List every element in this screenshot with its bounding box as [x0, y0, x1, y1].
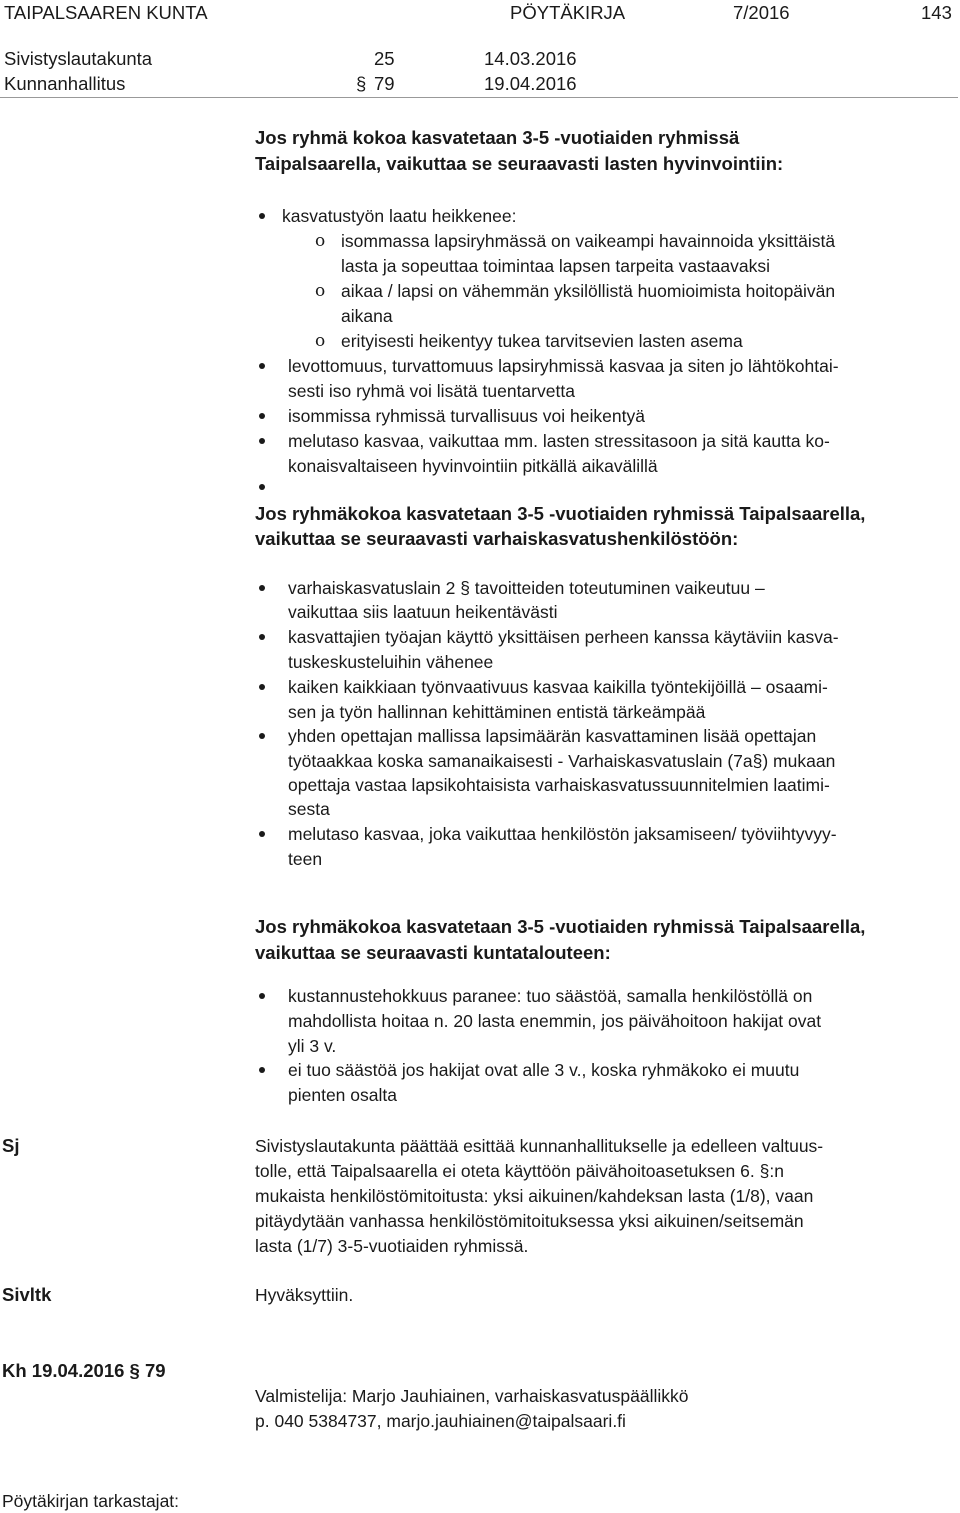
- sec2-bullet-4-line1: yhden opettajan mallissa lapsimäärän kasvattaminen lisää opettajan: [288, 726, 817, 746]
- sj-label: Sj: [2, 1135, 20, 1156]
- header-date-2: 19.04.2016: [484, 73, 577, 94]
- sj-line1: Sivistyslautakunta päättää esittää kunnanhallitukselle ja edelleen valtuus-: [255, 1136, 824, 1156]
- sec3-bullet-2-line1: ei tuo säästöä jos hakijat ovat alle 3 v., koska ryhmäkoko ei muutu: [288, 1060, 800, 1080]
- circle-bullet-icon: o: [315, 281, 326, 301]
- sivltk-decision: Hyväksyttiin.: [255, 1285, 354, 1305]
- bullet-icon: [259, 363, 265, 369]
- sec2-bullet-3-line1: kaiken kaikkiaan työnvaativuus kasvaa kaikilla työntekijöillä – osaami-: [288, 677, 828, 697]
- header-body-1: Sivistyslautakunta: [4, 48, 153, 69]
- sec1-bullet-4-line2: konaisvaltaiseen hyvinvointiin pitkällä aikavälillä: [288, 456, 658, 476]
- bullet-icon: [259, 634, 265, 640]
- sec2-bullet-1-line1: varhaiskasvatuslain 2 § tavoitteiden toteutuminen vaikeutuu –: [288, 578, 765, 598]
- circle-bullet-icon: o: [315, 331, 326, 351]
- sec3-bullet-1-line1: kustannustehokkuus paranee: tuo säästöä, samalla henkilöstöllä on: [288, 986, 813, 1006]
- bullet-icon: [259, 733, 265, 739]
- bullet-icon: [259, 684, 265, 690]
- sj-line4: pitäydytään vanhassa henkilöstömitoituksessa yksi aikuinen/seitsemän: [255, 1211, 804, 1231]
- bullet-icon: [259, 413, 265, 419]
- sec1-sub1-line2: lasta ja sopeuttaa toimintaa lapsen tarpeita vastaavaksi: [341, 256, 771, 276]
- doc-type: PÖYTÄKIRJA: [510, 2, 626, 23]
- sec3-bullet-1-line3: yli 3 v.: [288, 1036, 337, 1056]
- sec3-heading-line2: vaikuttaa se seuraavasti kuntatalouteen:: [255, 942, 611, 963]
- sec3-heading-line1: Jos ryhmäkokoa kasvatetaan 3-5 -vuotiaiden ryhmissä Taipalsaarella,: [255, 916, 866, 937]
- sj-line3: mukaista henkilöstömitoitusta: yksi aikuinen/kahdeksan lasta (1/8), vaan: [255, 1186, 814, 1206]
- sec1-heading-line2: Taipalsaarella, vaikuttaa se seuraavasti lasten hyvinvointiin:: [255, 153, 784, 174]
- sec2-bullet-4-line3: opettaja vastaa lapsikohtaisista varhaiskasvatussuunnitelmien laatimi-: [288, 775, 830, 795]
- bullet-icon: [259, 1067, 265, 1073]
- sec1-bullet-2-line2: sesti iso ryhmä voi lisätä tuentarvetta: [288, 381, 575, 401]
- bullet-icon: [259, 585, 265, 591]
- sj-line2: tolle, että Taipalsaarella ei oteta käyttöön päivähoitoasetuksen 6. §:n: [255, 1161, 784, 1181]
- section-mark: §: [460, 578, 470, 598]
- sec2-bullet-5-line2: teen: [288, 849, 323, 869]
- sec1-bullet-1: kasvatustyön laatu heikkenee:: [282, 206, 517, 226]
- header-rule: [0, 97, 958, 98]
- section-mark: §: [356, 73, 367, 94]
- sec2-bullet-2-line1: kasvattajien työajan käyttö yksittäisen perheen kanssa käytäviin kasva-: [288, 627, 839, 647]
- header-section-1: 25: [374, 48, 395, 69]
- footer-inspectors: Pöytäkirjan tarkastajat:: [2, 1491, 180, 1511]
- header-body-2: Kunnanhallitus: [4, 73, 126, 94]
- sec1-sub3: erityisesti heikentyy tukea tarvitsevien lasten asema: [341, 331, 743, 351]
- sec2-bullet-5-line1: melutaso kasvaa, joka vaikuttaa henkilöstön jaksamiseen/ työviihtyvyy-: [288, 824, 837, 844]
- sec2-bullet-4-line2: työtaakkaa koska samanaikaisesti - Varhaiskasvatuslain (7a§) mukaan: [288, 751, 836, 771]
- sec2-heading-line1: Jos ryhmäkokoa kasvatetaan 3-5 -vuotiaiden ryhmissä Taipalsaarella,: [255, 503, 866, 524]
- sec1-sub2-line2: aikana: [341, 306, 393, 326]
- sec1-sub2-line1: aikaa / lapsi on vähemmän yksilöllistä huomioimista hoitopäivän: [341, 281, 836, 301]
- section-mark: §: [759, 1161, 770, 1181]
- kh-line2: p. 040 5384737, marjo.jauhiainen@taipalsaari.fi: [255, 1411, 626, 1431]
- sec3-bullet-2-line2: pienten osalta: [288, 1085, 397, 1105]
- sivltk-label: Sivltk: [2, 1284, 52, 1305]
- header-date-1: 14.03.2016: [484, 48, 577, 69]
- bullet-icon: [259, 993, 265, 999]
- sec1-heading-line1: Jos ryhmä kokoa kasvatetaan 3-5 -vuotiaiden ryhmissä: [255, 127, 740, 148]
- sec2-bullet-3-line2: sen ja työn hallinnan kehittäminen entistä tärkeämpää: [288, 702, 706, 722]
- sec1-sub1-line1: isommassa lapsiryhmässä on vaikeampi havainnoida yksittäistä: [341, 231, 836, 251]
- sec1-bullet-2-line1: levottomuus, turvattomuus lapsiryhmissä kasvaa ja siten jo lähtökohtai-: [288, 356, 839, 376]
- sec1-bullet-4-line1: melutaso kasvaa, vaikuttaa mm. lasten stressitasoon ja sitä kautta ko-: [288, 431, 830, 451]
- bullet-icon: [259, 213, 265, 219]
- sec2-bullet-1-line2: vaikuttaa siis laatuun heikentävästi: [288, 602, 558, 622]
- org-name: TAIPALSAAREN KUNTA: [4, 2, 208, 23]
- kh-line1: Valmistelija: Marjo Jauhiainen, varhaiskasvatuspäällikkö: [255, 1386, 689, 1406]
- header-section-2: 79: [374, 73, 395, 94]
- doc-number: 7/2016: [733, 2, 790, 23]
- kh-label: Kh 19.04.2016 § 79: [2, 1360, 166, 1381]
- bullet-icon: [259, 831, 265, 837]
- circle-bullet-icon: o: [315, 231, 326, 251]
- bullet-icon: [259, 484, 265, 490]
- sec1-bullet-3: isommissa ryhmissä turvallisuus voi heikentyä: [288, 406, 645, 426]
- section-mark: §: [752, 751, 763, 771]
- sec2-bullet-2-line2: tuskeskusteluihin vähenee: [288, 652, 494, 672]
- sec2-heading-line2: vaikuttaa se seuraavasti varhaiskasvatushenkilöstöön:: [255, 528, 739, 549]
- sec3-bullet-1-line2: mahdollista hoitaa n. 20 lasta enemmin, jos päivähoitoon hakijat ovat: [288, 1011, 822, 1031]
- sj-line5: lasta (1/7) 3-5-vuotiaiden ryhmissä.: [255, 1236, 529, 1256]
- page-number: 143: [921, 2, 952, 23]
- section-mark: §: [129, 1360, 140, 1381]
- sec2-bullet-4-line4: sesta: [288, 799, 330, 819]
- bullet-icon: [259, 438, 265, 444]
